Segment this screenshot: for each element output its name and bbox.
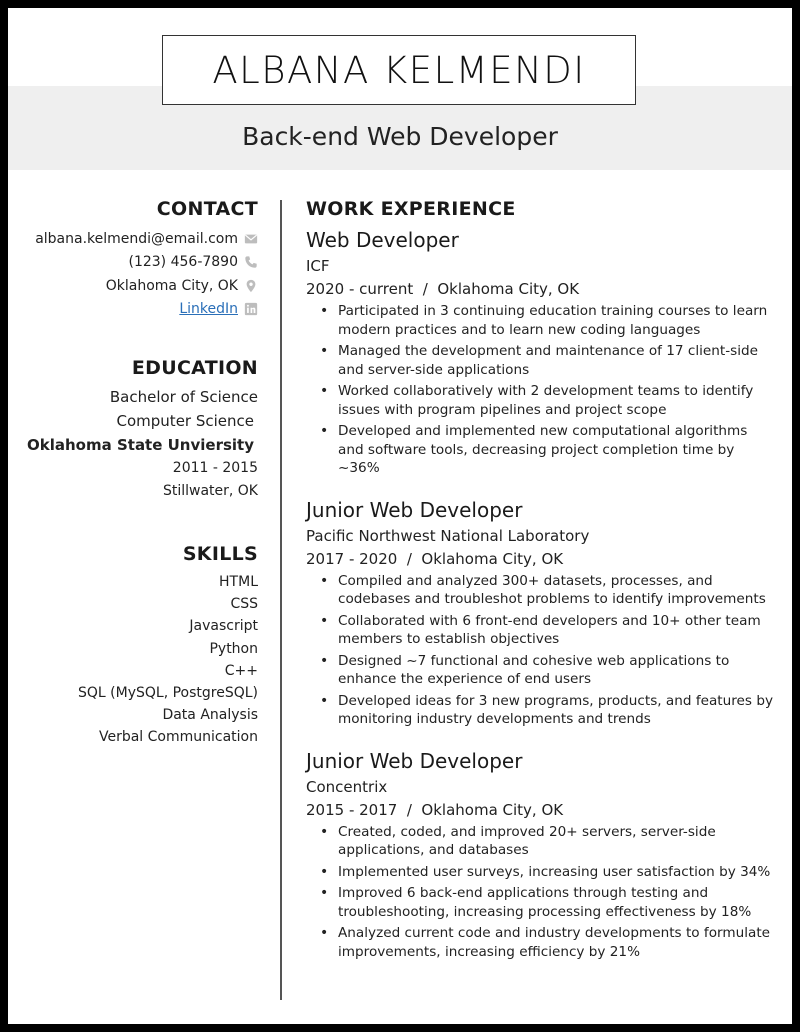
job-title: Web Developer [306,228,459,252]
skill-item: SQL (MySQL, PostgreSQL) [78,684,258,701]
job-company: Pacific Northwest National Laboratory [306,526,590,545]
job-bullet: • Managed the development and maintenance of 17 client-side and server-side applications [338,342,776,379]
envelope-icon [244,232,258,246]
job-company: ICF [306,257,330,275]
work-experience-heading: WORK EXPERIENCE [306,198,516,220]
job-dates-location: 2020 - current / Oklahoma City, OK [306,280,580,298]
contact-email[interactable]: albana.kelmendi@email.com [35,230,238,247]
job-role-title: Back-end Web Developer [242,122,558,151]
job-entry [306,749,776,962]
contact-location-row [8,274,258,298]
phone-icon [244,255,258,269]
contact-linkedin-row [8,298,258,322]
skill-item: Verbal Communication [98,729,258,746]
job-bullet: • Collaborated with 6 front-end developers and 10+ other team members to establish objectives [338,612,776,649]
candidate-name: ALBANA KELMENDI [212,48,586,92]
education-school: Oklahoma State Unviersity [27,436,254,454]
job-bullet: • Worked collaboratively with 2 development teams to identify issues with program pipelines and project scope [338,382,776,419]
left-column [8,198,258,749]
job-bullet: • Created, coded, and improved 20+ servers, server-side applications, and databases [338,823,776,860]
job-bullets [306,823,776,962]
linkedin-link[interactable]: LinkedIn [179,301,238,318]
skill-item: C++ [224,662,258,679]
education-heading: EDUCATION [131,357,258,379]
job-entry [306,228,776,478]
job-bullet: • Improved 6 back-end applications through testing and troubleshooting, increasing processing effectiveness by 18% [338,884,776,921]
skill-item: HTML [219,574,258,590]
right-column [306,198,776,964]
job-bullet: • Analyzed current code and industry developments to formulate improvements, increasing efficiency by 21% [338,924,776,961]
job-bullet: • Developed and implemented new computational algorithms and software tools, decreasing project completion time by ~36% [338,422,776,478]
linkedin-icon [244,302,258,316]
column-divider [280,200,282,1000]
job-entry [306,498,776,729]
location-pin-icon [244,279,258,293]
skill-item: CSS [230,596,258,613]
skill-item: Data Analysis [162,707,258,724]
contact-location: Oklahoma City, OK [105,277,238,294]
job-bullets [306,572,776,729]
job-company: Concentrix [306,777,388,796]
contact-phone[interactable]: (123) 456-7890 [128,254,238,271]
contact-email-row [8,227,258,251]
skill-item: Javascript [189,618,258,635]
education-years: 2011 - 2015 [172,460,258,476]
education-degree: Bachelor of Science [109,388,258,406]
job-bullets [306,302,776,478]
job-bullet: • Developed ideas for 3 new programs, products, and features by monitoring industry developments and trends [338,692,776,729]
education-location: Stillwater, OK [162,483,258,499]
contact-heading: CONTACT [156,198,258,220]
job-bullet: • Designed ~7 functional and cohesive web applications to enhance the experience of end users [338,652,776,689]
job-bullet: • Implemented user surveys, increasing user satisfaction by 34% [338,863,776,882]
job-bullet: • Participated in 3 continuing education training courses to learn modern practices and to learn new coding languages [338,302,776,339]
job-title: Junior Web Developer [306,497,523,522]
education-major: Computer Science [116,412,254,430]
job-bullet: • Compiled and analyzed 300+ datasets, processes, and codebases and troubleshot problems to identify improvements [338,572,776,609]
job-title: Junior Web Developer [306,748,523,773]
job-dates-location: 2015 - 2017 / Oklahoma City, OK [306,800,564,819]
job-dates-location: 2017 - 2020 / Oklahoma City, OK [306,549,564,568]
contact-phone-row [8,251,258,275]
skill-item: Python [209,640,258,657]
name-box [162,35,636,105]
skills-heading: SKILLS [182,543,258,565]
